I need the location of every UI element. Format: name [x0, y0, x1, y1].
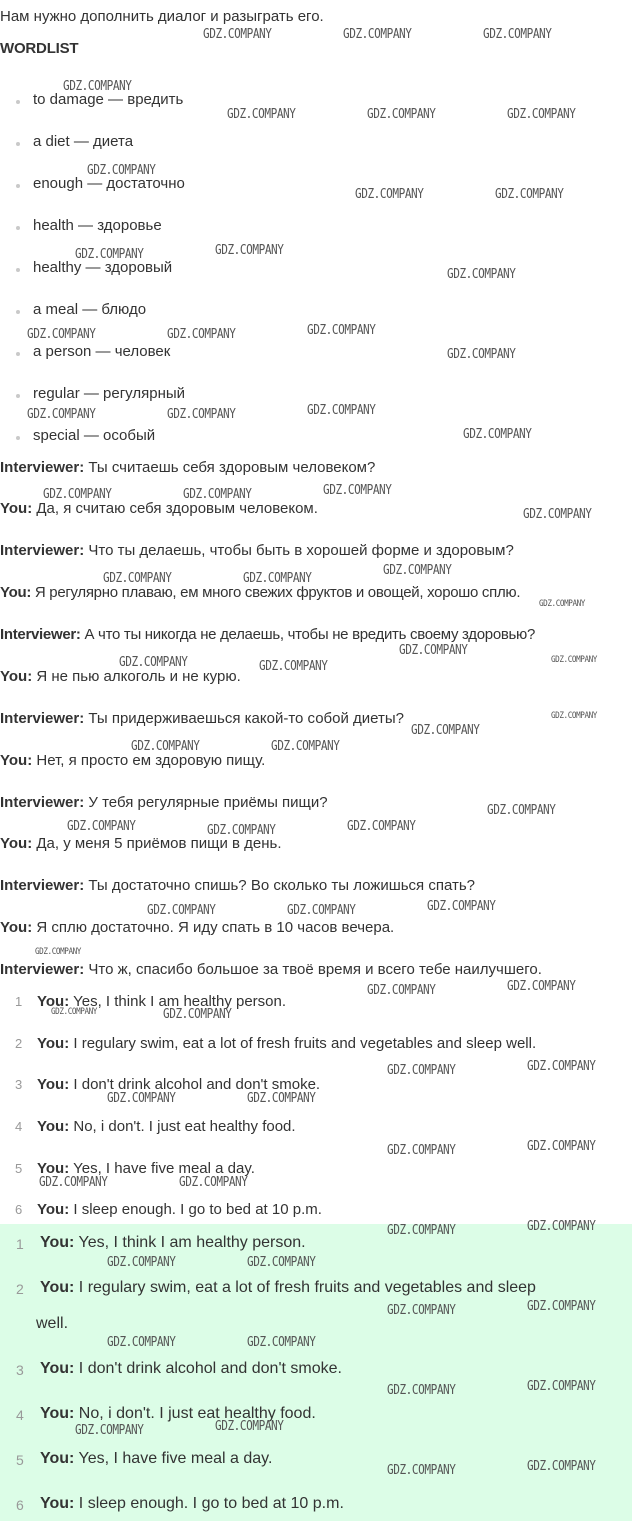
answer-item: You: I sleep enough. I go to bed at 10 p.m. [40, 1495, 344, 1512]
answer-item: You: I don't drink alcohol and don't smoke. [37, 1076, 321, 1093]
watermark: GDZ.COMPANY [247, 1091, 316, 1106]
wordlist-item: regular — регулярный [33, 385, 186, 402]
watermark: GDZ.COMPANY [107, 1335, 176, 1350]
watermark: GDZ.COMPANY [43, 487, 112, 502]
watermark: GDZ.COMPANY [271, 739, 340, 754]
dialog-line: Interviewer: А что ты никогда не делаешь, чтобы не вредить своему здоровью? [0, 626, 536, 643]
answer-number: 2 [16, 1281, 24, 1297]
watermark: GDZ.COMPANY [399, 643, 468, 658]
watermark: GDZ.COMPANY [75, 247, 144, 262]
bullet-icon [16, 184, 20, 188]
watermark: GDZ.COMPANY [215, 243, 284, 258]
watermark: GDZ.COMPANY [507, 107, 576, 122]
answer-number: 2 [15, 1036, 23, 1051]
answer-item: You: I sleep enough. I go to bed at 10 p.m. [37, 1201, 322, 1218]
watermark: GDZ.COMPANY [163, 1007, 232, 1022]
watermark: GDZ.COMPANY [107, 1091, 176, 1106]
watermark: GDZ.COMPANY [203, 27, 272, 42]
watermark: GDZ.COMPANY [39, 1175, 108, 1190]
watermark: GDZ.COMPANY [147, 903, 216, 918]
watermark: GDZ.COMPANY [367, 983, 436, 998]
dialog-line: You: Да, у меня 5 приёмов пищи в день. [0, 835, 282, 852]
watermark: GDZ.COMPANY [243, 571, 312, 586]
watermark: GDZ.COMPANY [179, 1175, 248, 1190]
answer-item: You: Yes, I think I am healthy person. [37, 993, 287, 1010]
watermark: GDZ.COMPANY [527, 1459, 596, 1474]
watermark: GDZ.COMPANY [247, 1255, 316, 1270]
wordlist-item: special — особый [33, 427, 156, 444]
answer-item: You: I regulary swim, eat a lot of fresh fruits and vegetables and sleep well. [37, 1035, 537, 1052]
bullet-icon [16, 394, 20, 398]
watermark: GDZ.COMPANY [307, 323, 376, 338]
bullet-icon [16, 100, 20, 104]
wordlist-item: enough — достаточно [33, 175, 185, 192]
dialog-line: Interviewer: У тебя регулярные приёмы пищи? [0, 794, 328, 811]
watermark: GDZ.COMPANY [387, 1463, 456, 1478]
wordlist-item: a person — человек [33, 343, 171, 360]
watermark: GDZ.COMPANY [107, 1255, 176, 1270]
bullet-icon [16, 142, 20, 146]
watermark: GDZ.COMPANY [215, 1419, 284, 1434]
watermark: GDZ.COMPANY [247, 1335, 316, 1350]
dialog-line: You: Да, я считаю себя здоровым человеком. [0, 500, 318, 517]
answer-item: You: Yes, I think I am healthy person. [40, 1234, 306, 1251]
watermark: GDZ.COMPANY [387, 1063, 456, 1078]
watermark: GDZ.COMPANY [75, 1423, 144, 1438]
watermark: GDZ.COMPANY [167, 407, 236, 422]
wordlist-item: to damage — вредить [33, 91, 184, 108]
watermark: GDZ.COMPANY [87, 163, 156, 178]
watermark: GDZ.COMPANY [507, 979, 576, 994]
answer-number: 4 [15, 1119, 23, 1134]
bullet-icon [16, 352, 20, 356]
watermark: GDZ.COMPANY [463, 427, 532, 442]
dialog-line: Interviewer: Ты считаешь себя здоровым человеком? [0, 459, 376, 476]
bullet-icon [16, 226, 20, 230]
watermark: GDZ.COMPANY [447, 347, 516, 362]
answer-number: 1 [15, 994, 23, 1009]
dialog-line: Interviewer: Что ж, спасибо большое за твоё время и всего тебе наилучшего. [0, 961, 542, 978]
answer-number: 6 [16, 1497, 24, 1513]
answer-number: 6 [15, 1202, 23, 1217]
watermark: GDZ.COMPANY [427, 899, 496, 914]
bullet-icon [16, 436, 20, 440]
watermark: GDZ.COMPANY [323, 483, 392, 498]
watermark: GDZ.COMPANY [367, 107, 436, 122]
watermark: GDZ.COMPANY [307, 403, 376, 418]
watermark: GDZ.COMPANY [447, 267, 516, 282]
watermark: GDZ.COMPANY [527, 1139, 596, 1154]
dialog-line: You: Я регулярно плаваю, ем много свежих фруктов и овощей, хорошо сплю. [0, 584, 521, 601]
watermark: GDZ.COMPANY [527, 1059, 596, 1074]
watermark: GDZ.COMPANY [347, 819, 416, 834]
watermark: GDZ.COMPANY [131, 739, 200, 754]
watermark: GDZ.COMPANY [259, 659, 328, 674]
watermark: GDZ.COMPANY [227, 107, 296, 122]
answer-number: 4 [16, 1407, 24, 1423]
dialog-line: You: Я не пью алкоголь и не курю. [0, 668, 241, 685]
bullet-icon [16, 310, 20, 314]
wordlist-item: a meal — блюдо [33, 301, 147, 318]
answer-item-continuation: well. [36, 1315, 69, 1332]
answer-item: You: I regulary swim, eat a lot of fresh fruits and vegetables and sleep [40, 1279, 536, 1296]
watermark: GDZ.COMPANY [387, 1223, 456, 1238]
answer-item: You: No, i don't. I just eat healthy food. [37, 1118, 296, 1135]
answer-number: 3 [15, 1077, 23, 1092]
dialog-line: Interviewer: Что ты делаешь, чтобы быть в хорошей форме и здоровым? [0, 542, 514, 559]
watermark: GDZ.COMPANY [527, 1299, 596, 1314]
dialog-line: You: Нет, я просто ем здоровую пищу. [0, 752, 266, 769]
answer-number: 1 [16, 1236, 24, 1252]
watermark: GDZ.COMPANY [551, 711, 597, 721]
watermark: GDZ.COMPANY [67, 819, 136, 834]
watermark: GDZ.COMPANY [483, 27, 552, 42]
wordlist-item: a diet — диета [33, 133, 134, 150]
watermark: GDZ.COMPANY [287, 903, 356, 918]
answer-number: 3 [16, 1362, 24, 1378]
answer-item: You: No, i don't. I just eat healthy food. [40, 1405, 316, 1422]
wordlist-title: WORDLIST [0, 40, 79, 57]
dialog-line: You: Я сплю достаточно. Я иду спать в 10 часов вечера. [0, 919, 395, 936]
answer-number: 5 [16, 1452, 24, 1468]
watermark: GDZ.COMPANY [355, 187, 424, 202]
dialog-line: Interviewer: Ты придерживаешься какой-то собой диеты? [0, 710, 404, 727]
watermark: GDZ.COMPANY [27, 407, 96, 422]
watermark: GDZ.COMPANY [51, 1007, 97, 1017]
watermark: GDZ.COMPANY [119, 655, 188, 670]
wordlist-item: healthy — здоровый [33, 259, 173, 276]
watermark: GDZ.COMPANY [383, 563, 452, 578]
intro-text: Нам нужно дополнить диалог и разыграть его. [0, 8, 324, 25]
watermark: GDZ.COMPANY [63, 79, 132, 94]
watermark: GDZ.COMPANY [487, 803, 556, 818]
watermark: GDZ.COMPANY [207, 823, 276, 838]
watermark: GDZ.COMPANY [411, 723, 480, 738]
answer-item: You: Yes, I have five meal a day. [37, 1160, 255, 1177]
watermark: GDZ.COMPANY [523, 507, 592, 522]
watermark: GDZ.COMPANY [495, 187, 564, 202]
watermark: GDZ.COMPANY [183, 487, 252, 502]
watermark: GDZ.COMPANY [387, 1303, 456, 1318]
watermark: GDZ.COMPANY [387, 1143, 456, 1158]
watermark: GDZ.COMPANY [551, 655, 597, 665]
bullet-icon [16, 268, 20, 272]
watermark: GDZ.COMPANY [27, 327, 96, 342]
watermark: GDZ.COMPANY [343, 27, 412, 42]
watermark: GDZ.COMPANY [539, 599, 585, 609]
answer-item: You: I don't drink alcohol and don't smoke. [40, 1360, 342, 1377]
watermark: GDZ.COMPANY [387, 1383, 456, 1398]
watermark: GDZ.COMPANY [167, 327, 236, 342]
watermark: GDZ.COMPANY [35, 947, 81, 957]
dialog-line: Interviewer: Ты достаточно спишь? Во сколько ты ложишься спать? [0, 877, 476, 894]
answer-number: 5 [15, 1161, 23, 1176]
wordlist-item: health — здоровье [33, 217, 162, 234]
watermark: GDZ.COMPANY [527, 1219, 596, 1234]
watermark: GDZ.COMPANY [103, 571, 172, 586]
watermark: GDZ.COMPANY [527, 1379, 596, 1394]
answer-item: You: Yes, I have five meal a day. [40, 1450, 273, 1467]
